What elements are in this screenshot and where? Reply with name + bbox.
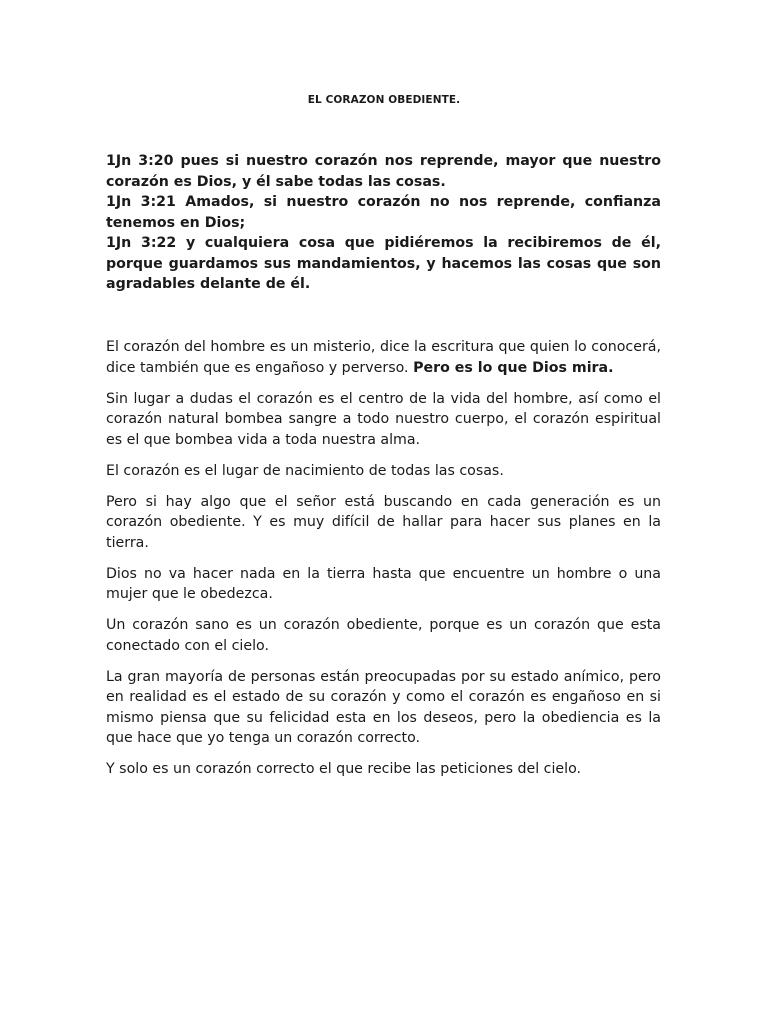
verse-3: 1Jn 3:22 y cualquiera cosa que pidiéremos la recibiremos de él, porque guardamos sus mandamientos, y hacemos las cosas que son agradables delante de él. — [106, 235, 661, 292]
document-title: EL CORAZON OBEDIENTE. — [307, 94, 461, 106]
paragraph-5: Dios no va hacer nada en la tierra hasta que encuentre un hombre o una mujer que le obedezca. — [106, 565, 661, 602]
paragraph-6: Un corazón sano es un corazón obediente, porque es un corazón que esta conectado con el cielo. — [106, 617, 661, 654]
paragraph-8: Y solo es un corazón correcto el que recibe las peticiones del cielo. — [106, 761, 582, 777]
verses-block — [106, 151, 661, 295]
paragraph-1 — [106, 337, 661, 378]
paragraph-4: Pero si hay algo que el señor está buscando en cada generación es un corazón obediente. Y es muy difícil de hallar para hacer sus planes en la tierra. — [106, 493, 661, 551]
paragraph-1-text: El corazón del hombre es un misterio, dice la escritura que quien lo conocerá, dice también que es engañoso y perverso. — [106, 339, 661, 376]
paragraph-1-emphasis: Pero es lo que Dios mira. — [413, 359, 614, 376]
verse-1: 1Jn 3:20 pues si nuestro corazón nos reprende, mayor que nuestro corazón es Dios, y él sabe todas las cosas. — [106, 153, 661, 190]
paragraph-7: La gran mayoría de personas están preocupadas por su estado anímico, pero en realidad es el estado de su corazón y como el corazón es engañoso en si mismo piensa que su felicidad esta en los deseos, pero la obediencia es la que hace que yo tenga un corazón correcto. — [106, 668, 661, 746]
verse-2: 1Jn 3:21 Amados, si nuestro corazón no nos reprende, confianza tenemos en Dios; — [106, 194, 661, 231]
paragraph-3: El corazón es el lugar de nacimiento de todas las cosas. — [106, 462, 504, 479]
body-text — [106, 337, 661, 790]
paragraph-2: Sin lugar a dudas el corazón es el centro de la vida del hombre, así como el corazón natural bombea sangre a todo nuestro cuerpo, el corazón espiritual es el que bombea vida a toda nuestra alma. — [106, 390, 661, 448]
